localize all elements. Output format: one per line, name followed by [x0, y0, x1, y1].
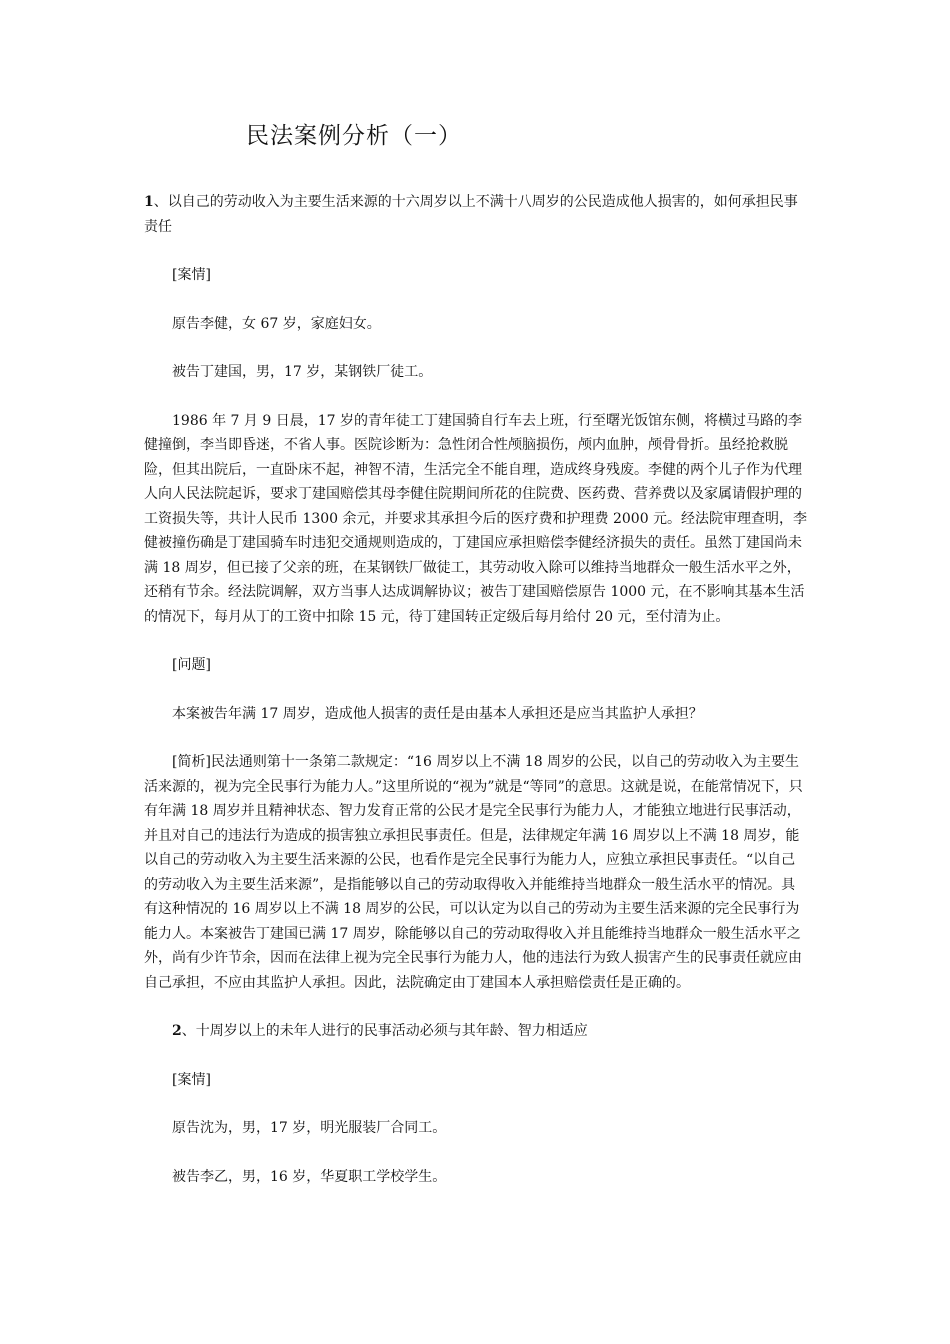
case2-section-facts: [案情] [172, 1071, 211, 1088]
case1-heading [144, 190, 808, 239]
case1-question: 本案被告年满 17 周岁，造成他人损害的责任是由基本人承担还是应当其监护人承担？ [172, 705, 703, 722]
case1-number: 1 [144, 194, 154, 210]
document-title: 民法案例分析（一） [246, 123, 462, 149]
case1-section-question: [问题] [172, 657, 211, 673]
case2-plaintiff: 原告沈为，男，17 岁，明光服装厂合同工。 [172, 1120, 447, 1136]
case1-analysis: [简析]民法通则第十一条第二款规定：“16 周岁以上不满 18 周岁的公民，以自己的劳动收入为主要生活来源的，视为完全民事行为能力人。”这里所说的“视为”就是“等同”的意思。这就是说，在能常情况下，只有年满 18 周岁并且精神状态、智力发育正常的公民才是完全民事行为能力人，才能独立地进行民事活动，并且对自己的违法行为造成的损害独立承担民事责任。但是，法律规定年满 16 周岁以上不满 18 周岁，能以自己的劳动收入为主要生活来源的公民，也看作是完全民事行为能力人，应独立承担民事责任。“以自己的劳动收入为主要生活来源”，是指能够以自己的劳动取得收入并能维持当地群众一般生活水平的情况。具有这种情况的 16 周岁以上不满 18 周岁的公民，可以认定为以自己的劳动为主要生活来源的完全民事行为能力人。本案被告丁建国已满 17 周岁，除能够以自己的劳动取得收入并且能维持当地群众一般生活水平之外，尚有少许节余，因而在法律上视为完全民事行为能力人，他的违法行为致人损害产生的民事责任就应由自己承担，不应由其监护人承担。因此，法院确定由丁建国本人承担赔偿责任是正确的。 [144, 754, 803, 991]
case2-heading [144, 1019, 808, 1044]
case2-number: 2 [172, 1023, 182, 1039]
case1-defendant: 被告丁建国，男，17 岁，某钢铁厂徒工。 [172, 364, 433, 380]
document-body [144, 190, 808, 1213]
case2-heading-text: 、十周岁以上的未年人进行的民事活动必须与其年龄、智力相适应 [181, 1023, 588, 1039]
case1-facts: 1986 年 7 月 9 日晨，17 岁的青年徒工丁建国骑自行车去上班，行至曙光饭馆东侧，将横过马路的李健撞倒，李当即昏迷，不省人事。医院诊断为：急性闭合性颅脑损伤，颅内血肿，颅骨骨折。虽经抢救脱险，但其出院后，一直卧床不起，神智不清，生活完全不能自理，造成终身残废。李健的两个儿子作为代理人向人民法院起诉，要求丁建国赔偿其母李健住院期间所花的住院费、医药费、营养费以及家属请假护理的工资损失等，共计人民币 1300 余元，并要求其承担今后的医疗费和护理费 2000 元。经法院审理查明，李健被撞伤确是丁建国骑车时违犯交通规则造成的，丁建国应承担赔偿李健经济损失的责任。虽然丁建国尚未满 18 周岁，但已接了父亲的班，在某钢铁厂做徒工，其劳动收入除可以维持当地群众一般生活水平之外，还稍有节余。经法院调解，双方当事人达成调解协议；被告丁建国赔偿原告 1000 元，在不影响其基本生活的情况下，每月从丁的工资中扣除 15 元，待丁建国转正定级后每月给付 20 元，至付清为止。 [144, 412, 808, 625]
case1-section-facts: [案情] [172, 267, 211, 283]
case2-defendant: 被告李乙，男，16 岁，华夏职工学校学生。 [172, 1168, 447, 1185]
case1-heading-text: 、以自己的劳动收入为主要生活来源的十六周岁以上不满十八周岁的公民造成他人损害的，如何承担民事责任 [144, 194, 798, 235]
case1-plaintiff: 原告李健，女 67 岁，家庭妇女。 [172, 315, 381, 332]
